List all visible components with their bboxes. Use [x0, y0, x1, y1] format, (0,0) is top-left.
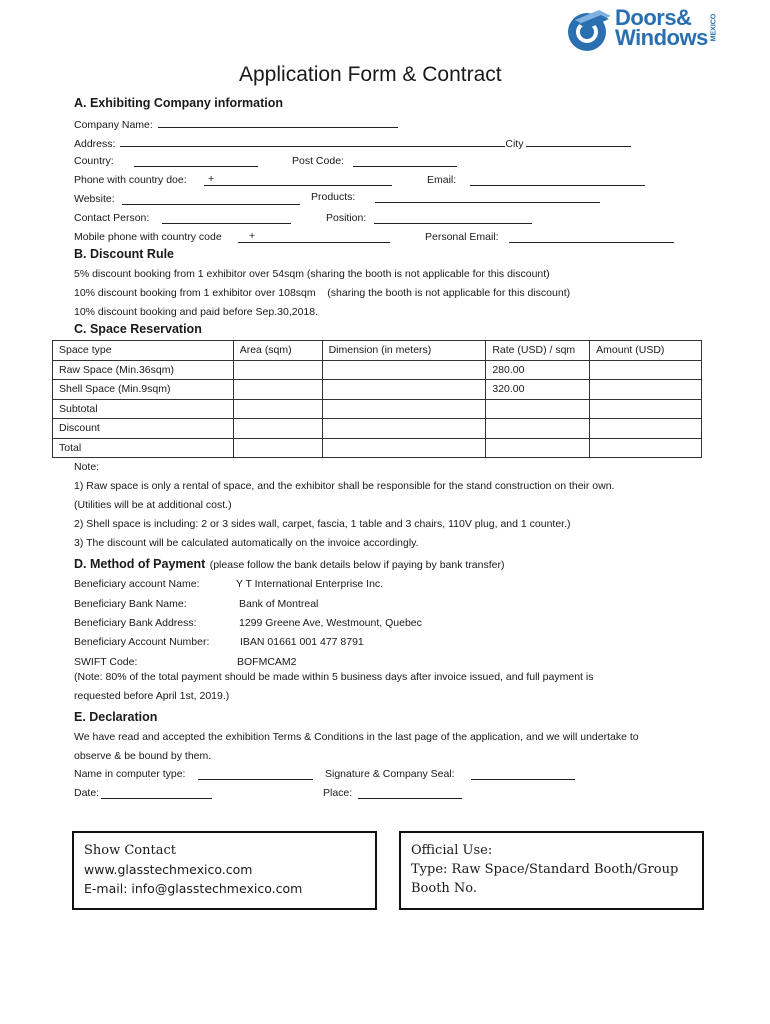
show-contact-box	[72, 831, 377, 910]
position-label: Position:	[326, 212, 367, 224]
row-rate	[486, 419, 590, 439]
discount-rule-2: 10% discount booking from 1 exhibitor over 108sqm (sharing the booth is not applicable for this discount)	[74, 287, 571, 299]
place-label: Place:	[323, 787, 353, 799]
note-2: 2) Shell space is including: 2 or 3 sides wall, carpet, fascia, 1 table and 3 chairs, 110V plug, and 1 counter.)	[74, 518, 571, 530]
section-a-heading: A. Exhibiting Company information	[74, 96, 284, 110]
contact-person-label: Contact Person:	[74, 212, 150, 224]
logo-side: MEXICO	[710, 13, 718, 42]
logo-line2: Windows	[615, 25, 708, 50]
products-label: Products:	[311, 191, 356, 203]
row-amount-cell[interactable]	[590, 360, 702, 380]
bank-value-4: BOFMCAM2	[237, 656, 297, 668]
page-title: Application Form & Contract	[239, 63, 502, 86]
website-label: Website:	[74, 193, 115, 205]
row-area-cell[interactable]	[233, 380, 322, 400]
mobile-label: Mobile phone with country code	[74, 231, 222, 243]
address-field[interactable]	[120, 136, 505, 147]
name-field[interactable]	[198, 769, 313, 780]
row-rate	[486, 399, 590, 419]
mobile-prefix: +	[249, 230, 256, 242]
row-area-cell[interactable]	[233, 399, 322, 419]
name-label: Name in computer type:	[74, 768, 186, 780]
row-space-type: Shell Space (Min.9sqm)	[53, 380, 234, 400]
contact-person-field[interactable]	[162, 213, 291, 224]
discount-rule-3: 10% discount booking and paid before Sep.30,2018.	[74, 306, 319, 318]
email-label: Email:	[427, 174, 457, 186]
official-use-type: Type: Raw Space/Standard Booth/Group	[411, 862, 679, 877]
logo-globe-icon	[565, 6, 613, 54]
phone-field[interactable]	[204, 175, 392, 186]
row-rate: 280.00	[486, 360, 590, 380]
bank-label-3: Beneficiary Account Number:	[74, 636, 210, 648]
country-field[interactable]	[134, 156, 258, 167]
place-field[interactable]	[358, 788, 462, 799]
bank-label-1: Beneficiary Bank Name:	[74, 598, 187, 610]
table-header-row	[53, 341, 702, 361]
logo-line1: Doors&	[615, 5, 692, 30]
phone-prefix: +	[208, 173, 215, 185]
row-area-cell[interactable]	[233, 438, 322, 458]
date-label: Date:	[74, 787, 100, 799]
row-rate: 320.00	[486, 380, 590, 400]
address-row	[74, 136, 631, 150]
email-field[interactable]	[470, 175, 645, 186]
header-area: Area (sqm)	[233, 341, 322, 361]
row-space-type: Discount	[53, 419, 234, 439]
row-amount-cell[interactable]	[590, 438, 702, 458]
section-c-heading: C. Space Reservation	[74, 322, 202, 336]
declaration-text-1: We have read and accepted the exhibition Terms & Conditions in the last page of the application, and we will undertake to	[74, 731, 639, 743]
mobile-field[interactable]	[238, 232, 390, 243]
row-area-cell[interactable]	[233, 360, 322, 380]
row-dimension-cell[interactable]	[322, 360, 486, 380]
table-row	[53, 399, 702, 419]
bank-value-3: IBAN 01661 001 477 8791	[240, 636, 364, 648]
row-dimension-cell[interactable]	[322, 419, 486, 439]
row-amount-cell[interactable]	[590, 380, 702, 400]
header-amount: Amount (USD)	[590, 341, 702, 361]
bank-label-0: Beneficiary account Name:	[74, 578, 200, 590]
post-code-field[interactable]	[353, 156, 457, 167]
logo	[565, 6, 725, 54]
note-1b: (Utilities will be at additional cost.)	[74, 499, 232, 511]
section-e-heading: E. Declaration	[74, 710, 158, 724]
show-contact-website[interactable]: www.glasstechmexico.com	[84, 862, 253, 877]
header-dimension: Dimension (in meters)	[322, 341, 486, 361]
declaration-text-2: observe & be bound by them.	[74, 750, 212, 762]
official-use-box	[399, 831, 704, 910]
official-use-title: Official Use:	[411, 843, 493, 858]
bank-value-1: Bank of Montreal	[239, 598, 319, 610]
section-d-heading: D. Method of Payment	[74, 557, 206, 571]
seal-field[interactable]	[471, 769, 575, 780]
country-label: Country:	[74, 155, 114, 167]
bank-label-4: SWIFT Code:	[74, 656, 138, 668]
header-space-type: Space type	[53, 341, 234, 361]
show-contact-title: Show Contact	[84, 843, 176, 858]
bank-value-0: Y T International Enterprise Inc.	[236, 578, 384, 590]
row-dimension-cell[interactable]	[322, 380, 486, 400]
official-use-booth: Booth No.	[411, 881, 478, 896]
note-3: 3) The discount will be calculated automatically on the invoice accordingly.	[74, 537, 419, 549]
seal-label: Signature & Company Seal:	[325, 768, 455, 780]
company-name-field[interactable]	[158, 117, 398, 128]
row-space-type: Total	[53, 438, 234, 458]
section-d-subheading: (please follow the bank details below if paying by bank transfer)	[209, 559, 505, 571]
row-rate	[486, 438, 590, 458]
note-heading: Note:	[74, 461, 100, 473]
row-dimension-cell[interactable]	[322, 399, 486, 419]
company-name-row	[74, 117, 398, 131]
position-field[interactable]	[374, 213, 532, 224]
discount-rule-1: 5% discount booking from 1 exhibitor over 54sqm (sharing the booth is not applicable for this discount)	[74, 268, 550, 280]
products-field[interactable]	[375, 192, 600, 203]
table-row	[53, 380, 702, 400]
city-label: City	[505, 138, 524, 150]
phone-label: Phone with country doe:	[74, 174, 187, 186]
date-field[interactable]	[101, 788, 212, 799]
row-dimension-cell[interactable]	[322, 438, 486, 458]
personal-email-label: Personal Email:	[425, 231, 499, 243]
note-1: 1) Raw space is only a rental of space, and the exhibitor shall be responsible for the stand construction on their own.	[74, 480, 615, 492]
row-area-cell[interactable]	[233, 419, 322, 439]
city-field[interactable]	[526, 136, 631, 147]
table-row	[53, 360, 702, 380]
table-row	[53, 438, 702, 458]
header-rate: Rate (USD) / sqm	[486, 341, 590, 361]
space-reservation-table	[52, 340, 702, 458]
bank-value-2: 1299 Greene Ave, Westmount, Quebec	[239, 617, 422, 629]
bank-label-2: Beneficiary Bank Address:	[74, 617, 197, 629]
table-row	[53, 419, 702, 439]
row-space-type: Raw Space (Min.36sqm)	[53, 360, 234, 380]
section-d-heading-row	[74, 555, 504, 573]
payment-note-2: requested before April 1st, 2019.)	[74, 690, 230, 702]
address-label: Address:	[74, 138, 116, 150]
payment-note-1: (Note: 80% of the total payment should be made within 5 business days after invoice issued, and full payment is	[74, 671, 594, 683]
show-contact-email[interactable]: E-mail: info@glasstechmexico.com	[84, 881, 303, 896]
row-amount-cell[interactable]	[590, 399, 702, 419]
row-amount-cell[interactable]	[590, 419, 702, 439]
row-space-type: Subtotal	[53, 399, 234, 419]
post-code-label: Post Code:	[292, 155, 344, 167]
personal-email-field[interactable]	[509, 232, 674, 243]
company-name-label: Company Name:	[74, 119, 153, 131]
section-b-heading: B. Discount Rule	[74, 247, 175, 261]
website-field[interactable]	[122, 194, 300, 205]
